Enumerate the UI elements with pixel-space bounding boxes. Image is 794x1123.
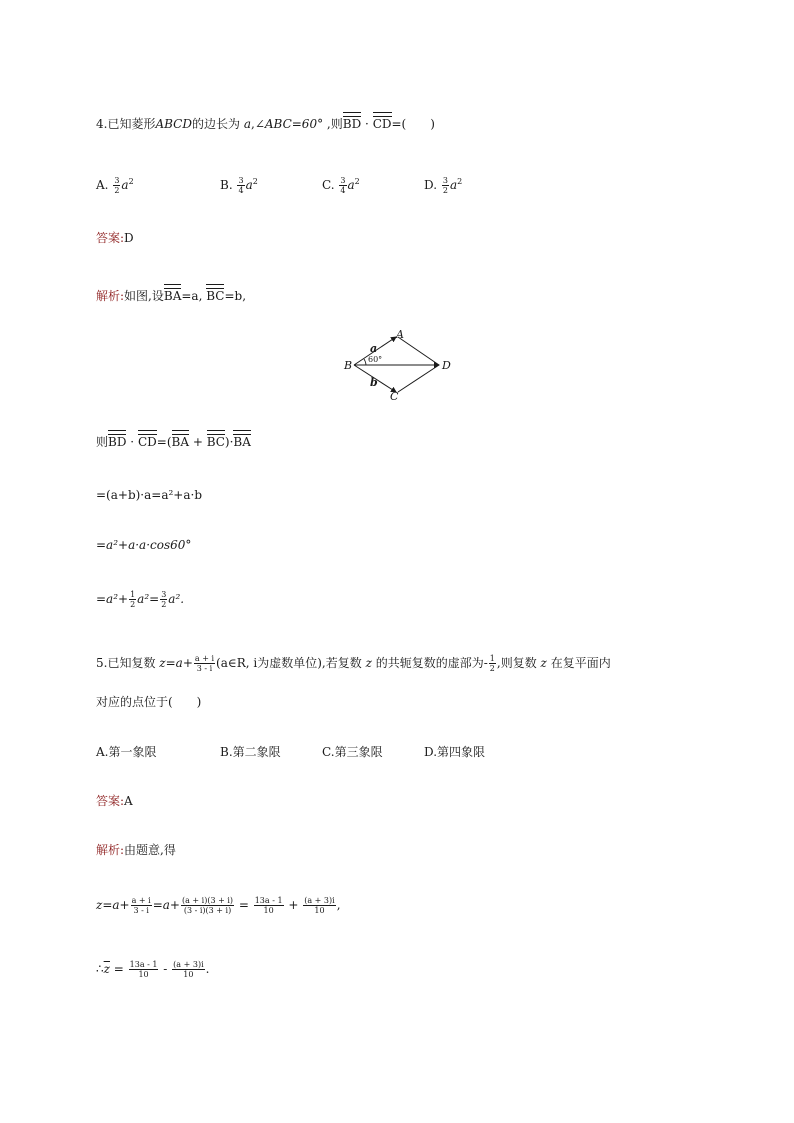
q5-options <box>96 744 516 762</box>
vertex-label-b: B <box>344 359 353 372</box>
frac-num: 3 <box>442 176 448 185</box>
q4-blank: =( ) <box>391 117 435 131</box>
q5-answer-label: 答案: <box>96 794 125 808</box>
q4-side: a <box>243 117 251 131</box>
angle-arc <box>364 359 366 365</box>
frac-den: 2 <box>114 186 120 195</box>
frac-num: a + i <box>131 896 151 905</box>
q5-analysis-label: 解析: <box>96 843 125 857</box>
q5-analysis-text: 由题意,得 <box>124 843 176 857</box>
q4-option-d-exp: 2 <box>457 177 463 186</box>
q5-calc2-frac-2 <box>172 960 204 979</box>
q4-option-a-frac <box>113 176 120 195</box>
q4-number: 4. <box>96 117 108 131</box>
q4-analysis-text: 如图,设 <box>124 289 164 303</box>
q5-calc2-c: - <box>159 962 172 976</box>
frac-den: 3 - i <box>133 906 149 915</box>
q4-step4-a: =a²+ <box>96 592 129 606</box>
side-ad-line <box>398 337 439 365</box>
q5-option-c: C.第三象限 <box>322 745 383 759</box>
q4-step1-vector-ba-2: BA <box>233 435 251 449</box>
q4-option-a-var: a <box>121 178 129 192</box>
q4-answer <box>96 230 134 246</box>
q5-calc2-d: . <box>205 962 210 976</box>
q4-step1-vector-ba: BA <box>171 435 189 449</box>
frac-den: 2 <box>489 664 495 673</box>
vertex-label-a: A <box>396 328 404 341</box>
angle-label: 60° <box>368 355 383 364</box>
frac-num: 13a - 1 <box>254 896 283 905</box>
frac-den: (3 - i)(3 + i) <box>183 906 232 915</box>
q4-stem-text-a: 已知菱形 <box>107 117 156 131</box>
q4-analysis-intro <box>96 288 246 304</box>
q4-option-d <box>424 174 462 195</box>
q5-calc2-frac-1 <box>129 960 159 979</box>
q5-stem-line-2: 对应的点位于( ) <box>96 695 202 709</box>
q4-vector-bd: BD <box>342 117 362 131</box>
q5-half-frac <box>489 654 496 673</box>
q5-calc1-frac-1 <box>131 896 152 915</box>
q4-option-b <box>220 174 258 195</box>
q4-option-c-label: C. <box>322 178 335 192</box>
frac-num: 13a - 1 <box>129 960 158 969</box>
frac-den: 2 <box>130 600 136 609</box>
frac-den: 10 <box>138 970 149 979</box>
q4-step1-vector-bc: BC <box>206 435 225 449</box>
q4-step1-vector-cd: CD <box>137 435 157 449</box>
frac-den: 2 <box>442 186 448 195</box>
q5-calc1-frac-2 <box>181 896 234 915</box>
frac-den: 4 <box>238 186 244 195</box>
q5-option-a: A.第一象限 <box>96 745 157 759</box>
q4-option-d-frac <box>442 176 449 195</box>
q5-stem-frac <box>194 654 215 673</box>
q5-stem-text-c: 的共轭复数的虚部为- <box>375 656 488 670</box>
q4-step-3: =a²+a·a·cos60° <box>96 538 192 552</box>
q4-step4-b: a²= <box>137 592 160 606</box>
q5-calc2-b: = <box>109 962 128 976</box>
q4-stem <box>96 116 435 132</box>
q5-calc1-b: =a+ <box>152 898 180 912</box>
q4-answer-value: D <box>124 231 134 245</box>
q4-option-c-frac <box>339 176 346 195</box>
q5-option-b: B.第二象限 <box>220 745 281 759</box>
frac-num: 1 <box>130 590 136 599</box>
frac-num: (a + 3)i <box>304 896 335 905</box>
q4-vector-ba: BA <box>163 289 182 303</box>
q4-dot: · <box>365 117 369 131</box>
q5-analysis-intro <box>96 842 176 858</box>
vector-label-a: a <box>370 342 378 355</box>
q4-eq-a: =a, <box>181 289 203 303</box>
vector-label-b: b <box>370 376 378 389</box>
q4-options <box>96 174 516 194</box>
q5-answer <box>96 793 133 809</box>
q4-step4-c: a². <box>168 592 185 606</box>
q4-eq-b: =b, <box>224 289 247 303</box>
q4-option-a-label: A. <box>96 178 109 192</box>
q4-step1-prefix: 则 <box>96 435 109 449</box>
frac-num: 3 <box>161 590 167 599</box>
q4-option-b-exp: 2 <box>252 177 258 186</box>
q5-calc2-zbar: $\overline{z}$ <box>103 962 110 976</box>
q4-step-1 <box>96 434 251 450</box>
q4-option-a <box>96 174 134 195</box>
q5-calc1-a: z=a+ <box>96 898 130 912</box>
frac-num: 3 <box>238 176 244 185</box>
q4-vector-bc: BC <box>206 289 225 303</box>
q4-angle: ∠ABC=60° <box>254 117 324 131</box>
q4-option-c-var: a <box>347 178 355 192</box>
frac-num: (a + i)(3 + i) <box>181 896 234 905</box>
frac-num: (a + 3)i <box>173 960 204 969</box>
q5-stem-text-e: 在复平面内 <box>550 656 611 670</box>
vertex-label-d: D <box>442 359 451 372</box>
q4-option-b-label: B. <box>220 178 233 192</box>
q5-option-d: D.第四象限 <box>424 745 486 759</box>
q5-z-3: z <box>540 656 547 670</box>
q4-option-a-exp: 2 <box>128 177 134 186</box>
q4-option-c <box>322 174 360 195</box>
q4-analysis-label: 解析: <box>96 289 125 303</box>
q4-sep: , <box>250 117 255 131</box>
q5-calc1-c: = <box>235 898 253 912</box>
q5-calc-2 <box>96 960 209 979</box>
q5-stem-text-a: 已知复数 <box>107 656 156 670</box>
q5-stem-text-d: ,则复数 <box>496 656 537 670</box>
q4-step1-close: )· <box>224 435 234 449</box>
q4-step-2: =(a+b)·a=a²+a·b <box>96 488 203 502</box>
q4-option-c-exp: 2 <box>354 177 360 186</box>
q4-step1-dot: · <box>130 435 135 449</box>
frac-den: 10 <box>263 906 274 915</box>
vertex-label-c: C <box>390 390 399 402</box>
q5-calc1-e: , <box>336 898 341 912</box>
q4-answer-label: 答案: <box>96 231 125 245</box>
rhombus-figure <box>342 328 454 402</box>
q4-vector-cd: CD <box>372 117 392 131</box>
frac-den: 2 <box>161 600 167 609</box>
q4-step4-frac-2 <box>160 590 167 609</box>
q5-calc2-therefore: ∴ <box>96 962 104 976</box>
q4-option-b-frac <box>237 176 244 195</box>
q4-option-d-var: a <box>449 178 458 192</box>
q4-stem-text-b: 的边长为 <box>191 117 240 131</box>
q5-calc1-d: + <box>284 898 303 912</box>
q5-eq-a: =a+ <box>165 656 193 670</box>
q5-stem <box>96 654 611 673</box>
frac-den: 10 <box>314 906 325 915</box>
frac-num: 3 <box>340 176 346 185</box>
q5-number: 5. <box>96 656 108 670</box>
q4-step-4 <box>96 590 184 609</box>
q5-calc1-frac-4 <box>303 896 335 915</box>
q4-shape: ABCD <box>155 117 192 131</box>
q4-step1-vector-bd: BD <box>108 435 127 449</box>
q5-z: z <box>159 656 166 670</box>
q5-z-2: z <box>365 656 372 670</box>
q5-calc1-frac-3 <box>254 896 284 915</box>
frac-den: 10 <box>183 970 194 979</box>
q5-stem-text-b: (a∈R, i为虚数单位),若复数 <box>216 656 362 670</box>
frac-num: 1 <box>489 654 495 663</box>
frac-den: 4 <box>340 186 346 195</box>
q4-step1-plus: + <box>189 435 207 449</box>
side-cd-line <box>398 365 439 392</box>
q4-option-b-var: a <box>245 178 253 192</box>
q5-calc-1 <box>96 896 341 915</box>
q4-stem-text-c: ,则 <box>326 117 343 131</box>
q4-step1-eq: =( <box>156 435 172 449</box>
frac-den: 3 - i <box>196 664 213 673</box>
q4-option-d-label: D. <box>424 178 438 192</box>
frac-num: a + i <box>194 654 215 663</box>
q5-answer-value: A <box>124 794 133 808</box>
frac-num: 3 <box>114 176 120 185</box>
q4-step4-frac-1 <box>129 590 136 609</box>
